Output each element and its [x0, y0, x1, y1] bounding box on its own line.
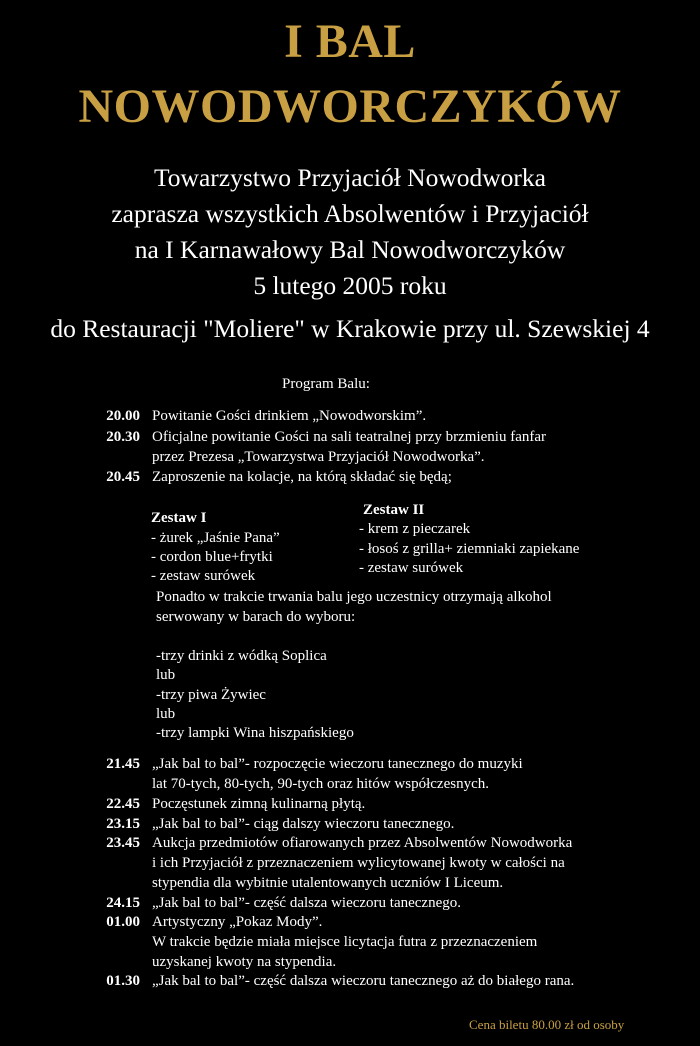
program-time: 01.30 [106, 973, 140, 989]
alcohol-text: Ponadto w trakcie trwania balu jego uczestnicy otrzymają alkohol [156, 589, 552, 605]
program-time: 22.45 [106, 796, 140, 812]
ticket-price: Cena biletu 80.00 zł od osoby [469, 1017, 625, 1032]
intro-date: 5 lutego 2005 roku [253, 271, 447, 300]
event-title-line2: NOWODWORCZYKÓW [78, 80, 622, 133]
intro-line: zaprasza wszystkich Absolwentów i Przyjaciół [111, 199, 589, 228]
program-heading: Program Balu: [282, 376, 370, 392]
set1-item: - zestaw surówek [151, 568, 256, 584]
program-time: 23.45 [106, 835, 140, 851]
alcohol-option: -trzy lampki Wina hiszpańskiego [156, 725, 354, 741]
program-desc: „Jak bal to bal”- część dalsza wieczoru tanecznego. [152, 895, 461, 911]
program-desc: Aukcja przedmiotów ofiarowanych przez Absolwentów Nowodworka [152, 835, 573, 851]
set2-item: - zestaw surówek [359, 560, 464, 576]
program-desc: przez Prezesa „Towarzystwa Przyjaciół Nowodworka”. [152, 449, 485, 465]
program-desc: W trakcie będzie miała miejsce licytacja futra z przeznaczeniem [152, 934, 538, 950]
set2-title: Zestaw II [363, 502, 425, 518]
program-desc: „Jak bal to bal”- rozpoczęcie wieczoru tanecznego do muzyki [152, 756, 523, 772]
intro-line: Towarzystwo Przyjaciół Nowodworka [154, 163, 546, 192]
set1-item: - żurek „Jaśnie Pana” [151, 530, 280, 546]
program-time: 24.15 [106, 895, 140, 911]
program-time: 23.15 [106, 816, 140, 832]
program-time: 20.30 [106, 429, 140, 445]
intro-venue: do Restauracji "Moliere" w Krakowie przy ul. Szewskiej 4 [50, 314, 650, 343]
program-desc: „Jak bal to bal”- ciąg dalszy wieczoru tanecznego. [152, 816, 455, 832]
program-desc: „Jak bal to bal”- część dalsza wieczoru tanecznego aż do białego rana. [152, 973, 575, 989]
set1-title: Zestaw I [151, 510, 207, 526]
alcohol-or: lub [156, 706, 176, 722]
set2-item: - łosoś z grilla+ ziemniaki zapiekane [359, 541, 580, 557]
program-time: 20.00 [106, 408, 140, 424]
alcohol-or: lub [156, 667, 176, 683]
program-desc: Zaproszenie na kolacje, na którą składać się będą; [152, 469, 452, 485]
set1-item: - cordon blue+frytki [151, 549, 273, 565]
alcohol-option: -trzy piwa Żywiec [156, 687, 266, 703]
program-desc: Poczęstunek zimną kulinarną płytą. [152, 796, 366, 812]
intro-line: na I Karnawałowy Bal Nowodworczyków [134, 235, 566, 264]
program-time: 21.45 [106, 756, 140, 772]
program-desc: Powitanie Gości drinkiem „Nowodworskim”. [152, 408, 427, 424]
program-desc: stypendia dla wybitnie utalentowanych uczniów I Liceum. [152, 875, 504, 891]
program-desc: uzyskanej kwoty na stypendia. [152, 954, 337, 970]
alcohol-option: -trzy drinki z wódką Soplica [156, 648, 327, 664]
program-desc: Artystyczny „Pokaz Mody”. [152, 914, 323, 930]
program-time: 01.00 [106, 914, 140, 930]
set2-item: - krem z pieczarek [359, 521, 471, 537]
program-desc: Oficjalne powitanie Gości na sali teatralnej przy brzmieniu fanfar [152, 429, 546, 445]
event-title-line1: I BAL [284, 15, 416, 68]
program-desc: i ich Przyjaciół z przeznaczeniem wylicytowanej kwoty w całości na [152, 855, 565, 871]
program-time: 20.45 [106, 469, 140, 485]
program-desc: lat 70-tych, 80-tych, 90-tych oraz hitów współczesnych. [152, 776, 489, 792]
alcohol-text: serwowany w barach do wyboru: [156, 609, 356, 625]
